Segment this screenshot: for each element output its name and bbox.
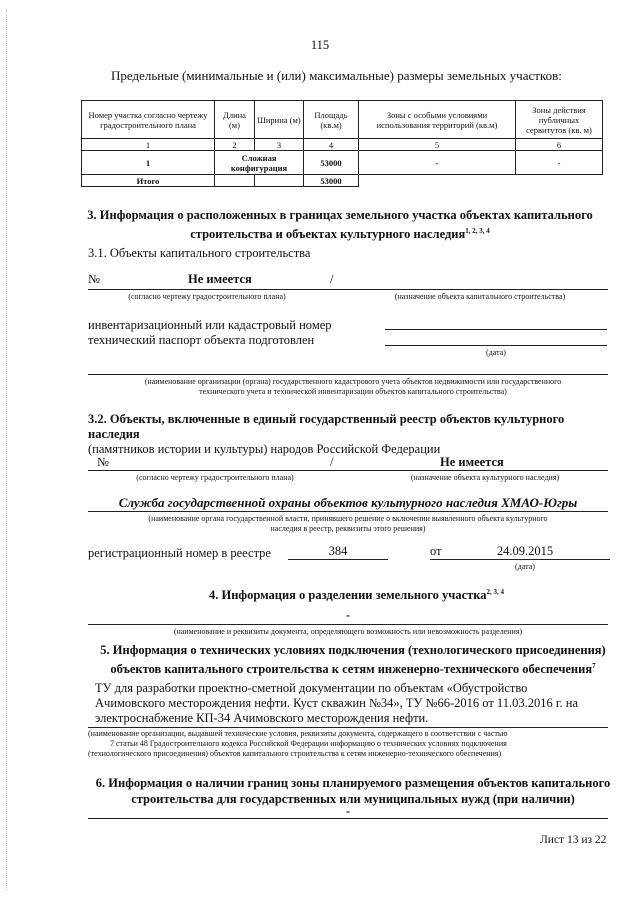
underline [88, 511, 608, 512]
table-cell-empty [255, 175, 304, 187]
table-cell-servitudes: - [516, 151, 603, 175]
underline [88, 374, 608, 375]
table-col-number: 2 [215, 139, 255, 151]
section-5-title-line2: объектов капитального строительства к сетям инженерно-технического обеспечения [110, 662, 593, 677]
caption-organization-line1: (наименование организации (органа) государственного кадастрового учета объектов недвижимости или государственного [144, 377, 562, 386]
section-3-title-line1: 3. Информация о расположенных в границах земельного участка объектах капитального [87, 208, 593, 222]
slash-2: / [330, 455, 334, 469]
caption-drawing-2: (согласно чертежу градостроительного плана) [136, 473, 294, 482]
caption-purpose-2: (назначение объекта культурного наследия) [410, 473, 560, 482]
table-cell-shape: Сложная конфигурация [215, 151, 304, 175]
caption-drawing: (согласно чертежу градостроительного плана) [128, 292, 286, 301]
plot-sizes-table [81, 100, 603, 187]
section-4-title-sup: 2, 3, 4 [486, 588, 505, 596]
subsection-3-2-line2: (памятников истории и культуры) народов Российской Федерации [88, 442, 441, 456]
caption-organization-line2: технического учета и технической инвентаризации объектов капитального строительства) [199, 387, 507, 396]
section-3-title [60, 207, 620, 242]
table-row [82, 151, 603, 175]
no-sign-2: № [97, 455, 109, 469]
table-header: Номер участка согласно чертежу градостроительного плана [82, 101, 215, 139]
tech-passport-label: технический паспорт объекта подготовлен [88, 333, 315, 347]
caption-authority-line2: наследия в реестр, реквизиты этого решения) [270, 524, 426, 533]
caption-date: (дата) [486, 348, 506, 357]
sheet-footer: Лист 13 из 22 [540, 834, 607, 846]
section-5-body-line1: ТУ для разработки проектно-сметной документации по объектам «Обустройство [95, 681, 528, 695]
table-cell-zones: - [359, 151, 516, 175]
section-3-title-sup: 1, 2, 3, 4 [465, 227, 490, 235]
underline [385, 329, 607, 330]
intro-text: Предельные (минимальные и (или) максимальные) размеры земельных участков: [111, 68, 562, 83]
table-header: Зоны действия публичных сервитутов (кв. м) [516, 101, 603, 139]
underline [430, 559, 610, 560]
table-total-label: Итого [82, 175, 215, 187]
registry-number-value: 384 [328, 544, 348, 558]
not-exists-value: Не имеется [188, 272, 252, 286]
subsection-3-2 [88, 412, 618, 457]
table-cell-area: 53000 [304, 151, 359, 175]
margin-dotted-line [6, 10, 7, 890]
underline [88, 470, 608, 471]
underline [88, 289, 608, 290]
from-word: от [430, 544, 442, 558]
table-col-number: 3 [255, 139, 304, 151]
inventory-number-label: инвентаризационный или кадастровый номер [88, 318, 332, 332]
caption-division: (наименование и реквизиты документа, определяющего возможность или невозможность разделения) [173, 627, 523, 636]
section-5-title [78, 642, 628, 677]
table-total-area: 53000 [304, 175, 359, 187]
section-5-body [95, 681, 615, 726]
underline [88, 727, 608, 728]
caption-date-2: (дата) [515, 562, 535, 571]
heritage-purpose-value: Не имеется [440, 455, 504, 469]
subsection-3-2-line1: 3.2. Объекты, включенные в единый государственный реестр объектов культурного наследия [88, 412, 565, 441]
no-sign: № [88, 272, 100, 286]
underline [385, 345, 607, 346]
caption-tech-conditions-line1: (наименование организации, выдавшей технические условия, реквизиты документа, содержащего в соответствии с частью [88, 729, 508, 738]
table-cell-empty [359, 175, 516, 187]
table-total-row [82, 175, 603, 187]
underline [88, 624, 608, 625]
table-col-number: 5 [359, 139, 516, 151]
underline [88, 818, 608, 819]
section-5-body-line2: Ачимовского месторождения нефти. Куст скважин №34», ТУ №66-2016 от 11.03.2016 г. на [95, 696, 579, 710]
slash: / [330, 272, 334, 286]
table-cell-plot-number: 1 [82, 151, 215, 175]
table-header: Зоны с особыми условиями использования территорий (кв.м) [359, 101, 516, 139]
table-header: Длина (м) [215, 101, 255, 139]
table-number-row [82, 139, 603, 151]
section-6-dash: - [345, 804, 351, 818]
section-6-title-line2: строительства для государственных или муниципальных нужд (при наличии) [131, 792, 575, 806]
table-cell-empty [215, 175, 255, 187]
section-6-title [78, 775, 628, 807]
underline [288, 559, 388, 560]
section-3-title-line2: строительства и объектах культурного наследия [190, 227, 466, 242]
registry-number-label: регистрационный номер в реестре [88, 546, 271, 560]
section-5-title-line1: 5. Информация о технических условиях подключения (технологического присоединения) [100, 643, 606, 657]
table-header: Ширина (м) [255, 101, 304, 139]
caption-authority [88, 514, 608, 534]
caption-purpose: (назначение объекта капитального строительства) [394, 292, 566, 301]
caption-tech-conditions-line3: (технологического присоединения) объектов капитального строительства к сетям инженерно-технического обеспечения) [88, 749, 502, 758]
section-5-body-line3: электроснабжение КП-34 Ачимовского месторождения нефти. [95, 711, 429, 725]
section-4-dash: - [345, 608, 351, 622]
table-cell-empty [516, 175, 603, 187]
caption-organization [88, 377, 618, 397]
caption-authority-line1: (наименование органа государственной власти, принявшего решение о включении выявленного объекта культурного [148, 514, 548, 523]
subsection-3-1: 3.1. Объекты капитального строительства [88, 246, 311, 260]
section-5-title-sup: 7 [592, 662, 596, 670]
table-col-number: 4 [304, 139, 359, 151]
section-4-title-text: 4. Информация о разделении земельного участка [209, 588, 487, 603]
registry-date-value: 24.09.2015 [496, 544, 554, 558]
authority-name: Служба государственной охраны объектов культурного наследия ХМАО-Югры [118, 495, 578, 510]
table-col-number: 1 [82, 139, 215, 151]
section-6-title-line1: 6. Информация о наличии границ зоны планируемого размещения объектов капитального [95, 776, 611, 790]
page-number: 115 [310, 38, 330, 52]
section-4-title [209, 584, 504, 603]
table-col-number: 6 [516, 139, 603, 151]
caption-tech-conditions-line2: 7 статьи 48 Градостроительного кодекса Российской Федерации информацию о технических условиях подключения [110, 739, 507, 748]
table-header: Площадь (кв.м) [304, 101, 359, 139]
caption-tech-conditions [88, 729, 618, 759]
table-header-row [82, 101, 603, 139]
